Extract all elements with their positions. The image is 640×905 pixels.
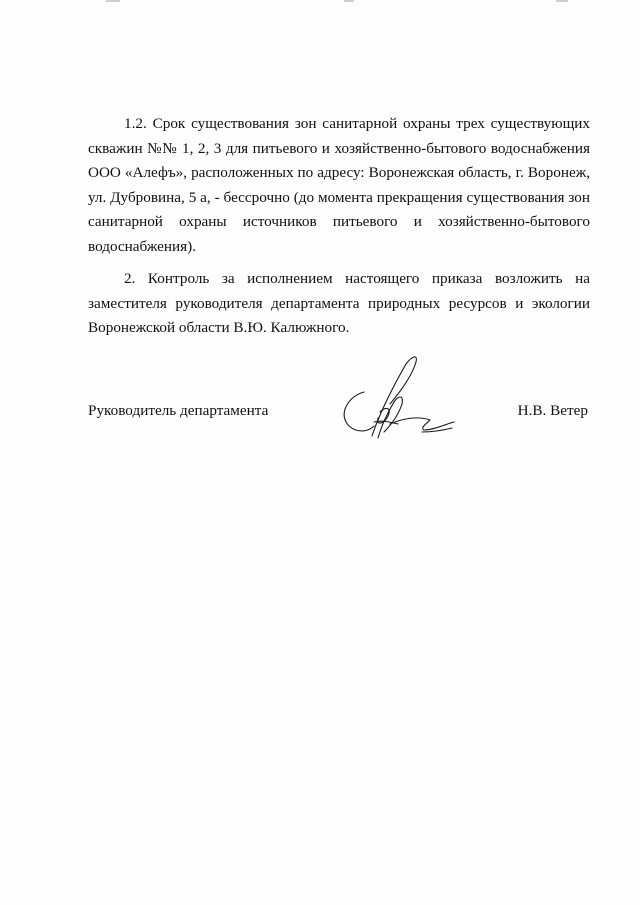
text-line: 2. Контроль за исполнением настоящего приказа возложить на <box>124 270 590 287</box>
paragraph-1-2 <box>88 112 590 259</box>
paragraph-2 <box>88 267 590 341</box>
text-line: 1.2. Срок существования зон санитарной охраны трех существующих <box>124 115 590 132</box>
text-line: скважин №№ 1, 2, 3 для питьевого и хозяйственно-бытового водоснабжения <box>88 139 590 157</box>
text-line: санитарной охраны источников питьевого и хозяйственно-бытового <box>88 213 590 230</box>
scan-artifact <box>556 0 568 2</box>
signer-title: Руководитель департамента <box>88 402 269 419</box>
document-body <box>88 112 590 341</box>
scan-artifact <box>106 0 120 2</box>
handwritten-signature <box>334 352 464 444</box>
signer-name: Н.В. Ветер <box>517 402 588 419</box>
text-line: ул. Дубровина, 5 а, - бессрочно (до момента прекращения существования зон <box>88 188 590 206</box>
scan-artifact <box>344 0 354 2</box>
text-line: водоснабжения). <box>88 237 197 255</box>
text-line: ООО «Алефъ», расположенных по адресу: Воронежская область, г. Воронеж, <box>88 164 590 181</box>
text-line: Воронежской области В.Ю. Калюжного. <box>88 319 350 336</box>
text-line: заместителя руководителя департамента природных ресурсов и экологии <box>88 294 590 312</box>
